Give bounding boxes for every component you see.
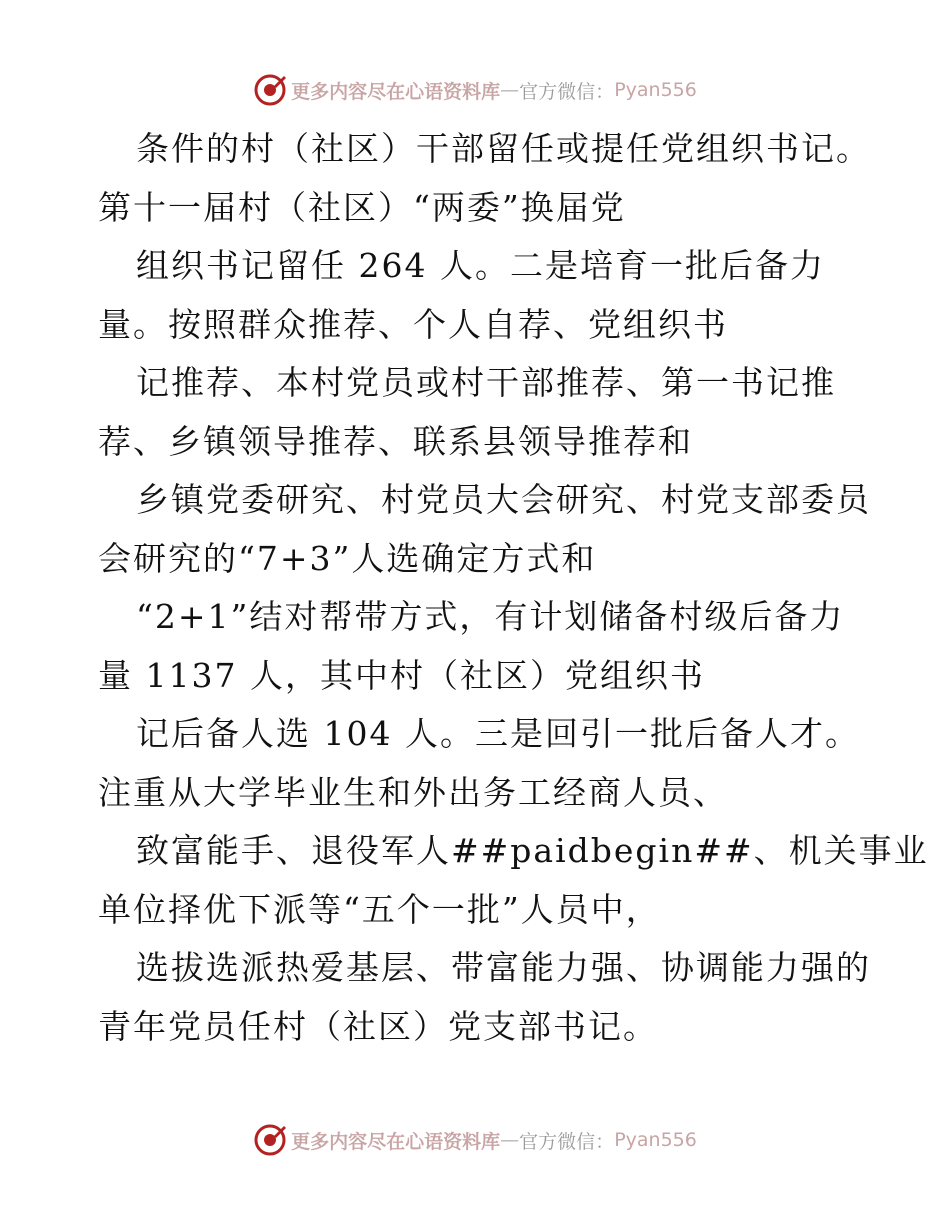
body-line: 乡镇党委研究、村党员大会研究、村党支部委员	[136, 480, 871, 519]
body-line: 第十一届村（社区）“两委”换届党	[98, 187, 626, 227]
watermark-official-label: 官方微信：	[519, 1130, 615, 1153]
pen-logo-icon	[253, 1123, 287, 1157]
header-watermark	[0, 70, 950, 110]
body-line: 单位择优下派等“五个一批”人员中，	[98, 889, 661, 929]
body-line: 条件的村（社区）干部留任或提任党组织书记。	[136, 129, 871, 168]
watermark-text: 更多内容尽在心语资料库	[291, 1130, 501, 1153]
body-line: 选拔选派热爱基层、带富能力强、协调能力强的	[136, 948, 871, 987]
body-line: 记后备人选 104 人。三是回引一批后备人才。	[136, 714, 860, 753]
watermark-text: 更多内容尽在心语资料库	[291, 80, 501, 103]
body-line: 量 1137 人，其中村（社区）党组织书	[98, 655, 705, 695]
watermark-separator: —	[500, 79, 520, 101]
body-line: 会研究的“7+3”人选确定方式和	[98, 538, 597, 578]
watermark-wechat-id: Pyan556	[614, 1129, 697, 1151]
watermark-official-label: 官方微信：	[519, 80, 615, 103]
body-line: 注重从大学毕业生和外出务工经商人员、	[98, 772, 728, 812]
pen-logo-icon	[253, 73, 287, 107]
body-line: 青年党员任村（社区）党支部书记。	[98, 1006, 658, 1046]
document-body	[98, 120, 929, 1056]
body-line: 致富能手、退役军人##paidbegin##、机关事业	[136, 831, 929, 870]
footer-watermark	[0, 1120, 950, 1160]
watermark-wechat-id: Pyan556	[614, 79, 697, 101]
body-line: “2+1”结对帮带方式，有计划储备村级后备力	[136, 597, 845, 636]
body-line: 量。按照群众推荐、个人自荐、党组织书	[98, 304, 728, 344]
body-line: 组织书记留任 264 人。二是培育一批后备力	[136, 246, 825, 285]
body-line: 荐、乡镇领导推荐、联系县领导推荐和	[98, 421, 693, 461]
watermark-separator: —	[500, 1129, 520, 1151]
body-line: 记推荐、本村党员或村干部推荐、第一书记推	[136, 363, 836, 402]
